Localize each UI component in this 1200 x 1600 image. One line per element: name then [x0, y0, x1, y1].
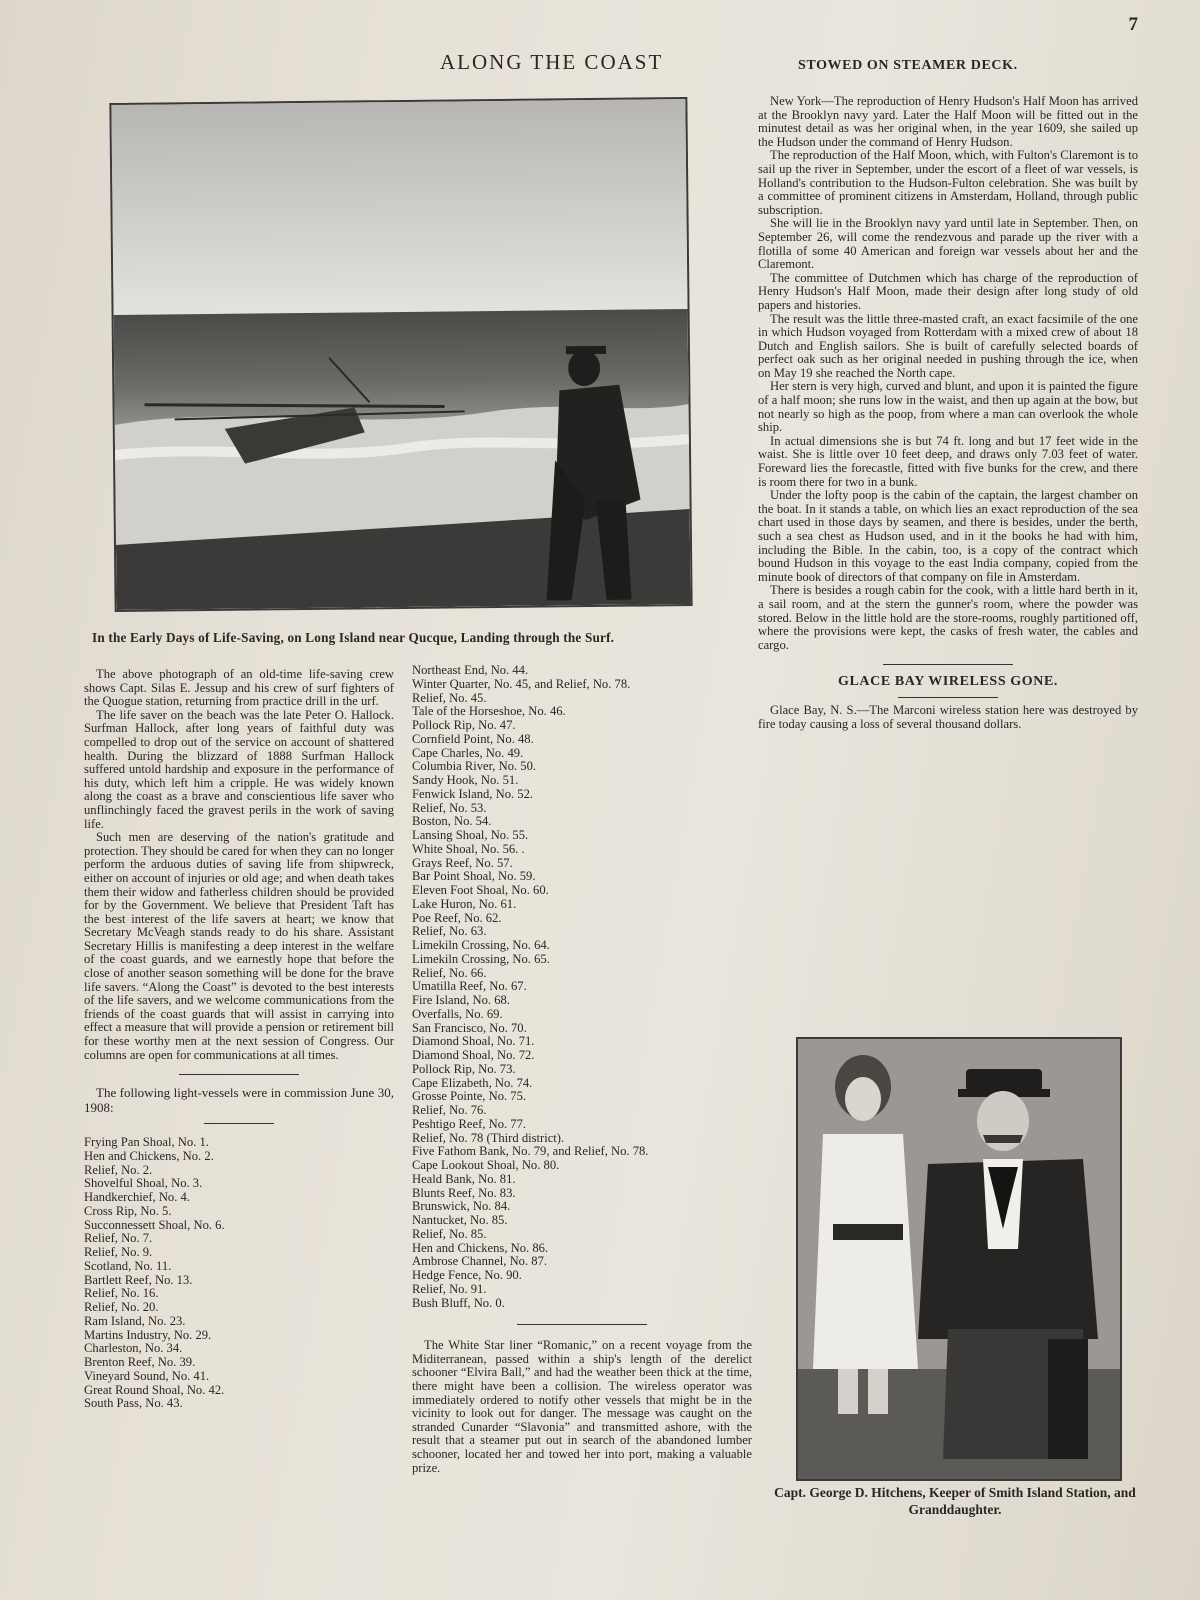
list-item: Brunswick, No. 84.: [412, 1199, 511, 1214]
article-paragraph: The above photograph of an old-time life-saving crew shows Capt. Silas E. Jessup and his crew of surf fighters of the Quogue station, returning from practice drill in the urf.: [84, 667, 394, 709]
list-item: Limekiln Crossing, No. 65.: [412, 951, 550, 966]
list-item: Relief, No. 76.: [412, 1103, 487, 1117]
list-item: Relief, No. 7.: [84, 1231, 153, 1246]
glace-bay-article: Glace Bay, N. S.—The Marconi wireless station here was destroyed by fire today causing a loss of several thousand dollars.: [758, 702, 1138, 731]
lightvessel-list-1: [84, 1136, 394, 1411]
list-item: Bartlett Reef, No. 13.: [84, 1272, 193, 1287]
list-item: Ram Island, No. 23.: [84, 1313, 186, 1328]
list-item: Succonnessett Shoal, No. 6.: [84, 1217, 225, 1232]
section-divider: [883, 664, 1013, 665]
list-item: Scotland, No. 11.: [84, 1258, 172, 1273]
headline-glace-bay: GLACE BAY WIRELESS GONE.: [837, 674, 1059, 690]
list-item: White Shoal, No. 56. .: [412, 841, 525, 856]
list-item: Brenton Reef, No. 39.: [84, 1355, 196, 1370]
list-item: Grosse Pointe, No. 75.: [412, 1089, 527, 1104]
article-paragraph: There is besides a rough cabin for the cook, with a little hard berth in it, a sail room, and at the stern the gunner's room, where the powder was stored. Below in the little hold are the store-rooms, roughly partitioned off, where the provisions were kept, the casks of fresh water, the cables and cargo.: [758, 583, 1138, 652]
article-paragraph: Her stern is very high, curved and blunt, and upon it is painted the figure of a half moon; she runs low in the waist, and then up again at the bow, but not nearly so high as the poop, from where a man can overlook the whole ship.: [758, 379, 1138, 435]
list-item: Peshtigo Reef, No. 77.: [412, 1116, 527, 1131]
list-item: Diamond Shoal, No. 72.: [412, 1048, 535, 1062]
list-item: Umatilla Reef, No. 67.: [412, 979, 527, 994]
article-paragraph: New York—The reproduction of Henry Hudson's Half Moon has arrived at the Brooklyn navy yard. Later the Half Moon will be fitted out in the minutest detail as was her original when, in the year 1609, she sailed up the Hudson under the command of Henry Hudson.: [758, 94, 1138, 149]
list-item: Charleston, No. 34.: [84, 1341, 183, 1356]
article-paragraph: In actual dimensions she is but 74 ft. long and but 17 feet wide in the waist. She is little over 10 feet deep, and draws only 7.03 feet of water. Foreward lies the forecastle, fitted with five bunks for the crew, and there is room there for two in a bunk.: [758, 433, 1138, 489]
section-divider: [517, 1324, 647, 1325]
romanic-article: The White Star liner “Romanic,” on a recent voyage from the Miditerranean, passed within a ship's length of the derelict schooner “Elvira Ball,” and had the weather been thick at the time, there might have been a collision. The wireless operator was immediately ordered to notify other vessels that might be in the vicinity to look out for danger. The message was caught on the stranded Cunarder “Slavonia” and transmitted ashore, with the result that a steamer put out in search of the abandoned lumber schooner, located her and towed her into port, making a valuable prize.: [412, 1338, 752, 1475]
page-number: 7: [1128, 14, 1138, 35]
section-divider: [898, 697, 998, 698]
list-item: Relief, No. 45.: [412, 690, 487, 705]
list-item: Relief, No. 66.: [412, 965, 487, 980]
list-item: Handkerchief, No. 4.: [84, 1190, 190, 1205]
list-item: Relief, No. 16.: [84, 1286, 159, 1301]
list-item: Relief, No. 78 (Third district).: [412, 1130, 565, 1145]
article-paragraph: The life saver on the beach was the late Peter O. Hallock. Surfman Hallock, after long years of faithful duty was compelled to drop out of the service on account of shattered health. During the blizzard of 1888 Surfman Hallock suffered untold hardship and exposure in the performance of his duty, which left him a cripple. He was widely known along the coast as a brave and conscientious life saver who unflinchingly faced the gravest perils in the work of saving life.: [84, 707, 394, 831]
list-item: Ambrose Channel, No. 87.: [412, 1254, 548, 1269]
list-item: Hedge Fence, No. 90.: [412, 1268, 522, 1282]
list-item: Northeast End, No. 44.: [412, 663, 529, 677]
article-paragraph: Under the lofty poop is the cabin of the captain, the largest chamber on the boat. In it stands a table, on which lies an exact reproduction of the sea chart used in those days by seamen, and there is besides, under the berth, such a sea chest as Hudson used, and in it the books he had with him, including the Bible. In the cabin, too, is a copy of the contract which bound Hudson in this voyage to the east India company, copied from the minute book of directors of that company on file in Amsterdam.: [758, 488, 1138, 584]
list-item: San Francisco, No. 70.: [412, 1020, 527, 1035]
list-item: Eleven Foot Shoal, No. 60.: [412, 883, 549, 897]
list-item: Grays Reef, No. 57.: [412, 855, 513, 870]
captain-photo-caption: Capt. George D. Hitchens, Keeper of Smith Island Station, and Granddaughter.: [774, 1485, 1136, 1517]
list-item: Relief, No. 53.: [412, 800, 487, 815]
list-item: Bush Bluff, No. 0.: [412, 1295, 505, 1310]
surf-photo-caption: In the Early Days of Life-Saving, on Long Island near Qucque, Landing through the Surf.: [92, 630, 615, 645]
list-item: Boston, No. 54.: [412, 814, 492, 829]
column-2: [412, 664, 752, 1475]
surf-landing-photo: [109, 97, 692, 612]
list-item: Lansing Shoal, No. 55.: [412, 828, 529, 842]
list-item: Relief, No. 91.: [412, 1281, 487, 1296]
list-item: Vineyard Sound, No. 41.: [84, 1368, 210, 1383]
list-item: Relief, No. 20.: [84, 1300, 159, 1315]
section-divider: [204, 1123, 274, 1124]
list-item: Heald Bank, No. 81.: [412, 1171, 516, 1186]
list-item: Tale of the Horseshoe, No. 46.: [412, 704, 566, 719]
article-paragraph: The reproduction of the Half Moon, which, with Fulton's Claremont is to sail up the river in September, under the escort of a fleet of war vessels, is Holland's contribution to the Hudson-Fulton celebration. She was built by a committee of prominent citizens in Amsterdam, Holland, through public subscription.: [758, 148, 1138, 217]
article-paragraph: Such men are deserving of the nation's gratitude and protection. They should be cared for when they can no longer perform the arduous duties of saving life from shipwreck, either on account of injuries or old age; and when death takes them their widow and fatherless children should be provided for by the Government. We believe that President Taft has the best interest of the life savers at heart; we know that Secretary McVeagh stands ready to do his share. Assistant Secretary Hillis is manifesting a deep interest in the welfare of the coast guards, and we earnestly hope that before the close of another season something will be done for the brave life savers. “Along the Coast” is devoted to the best interests of the life savers, and we welcome communications from the friends of the coast guards that will assist in carrying into effect a measure that will provide a pension or retirement bill for these worthy men at the next session of Congress. Our columns are open for communications at all times.: [84, 830, 394, 1062]
list-item: Relief, No. 2.: [84, 1162, 153, 1177]
list-item: Five Fathom Bank, No. 79, and Relief, No. 78.: [412, 1144, 649, 1159]
list-item: Diamond Shoal, No. 71.: [412, 1034, 535, 1049]
list-item: Relief, No. 9.: [84, 1245, 153, 1260]
article-paragraph: The committee of Dutchmen which has charge of the reproduction of Henry Hudson's Half Moon, made their design after long study of old papers and histories.: [758, 270, 1138, 312]
lightvessel-list-2: [412, 664, 752, 1310]
list-item: Pollock Rip, No. 73.: [412, 1061, 516, 1076]
list-item: Relief, No. 63.: [412, 924, 487, 939]
list-item: Winter Quarter, No. 45, and Relief, No. 78.: [412, 676, 631, 691]
list-item: Fire Island, No. 68.: [412, 993, 510, 1007]
list-item: Columbia River, No. 50.: [412, 759, 537, 774]
list-item: Lake Huron, No. 61.: [412, 896, 517, 911]
column-3: [758, 95, 1138, 731]
list-item: Nantucket, No. 85.: [412, 1213, 508, 1227]
list-item: Blunts Reef, No. 83.: [412, 1185, 516, 1200]
list-item: Fenwick Island, No. 52.: [412, 786, 534, 801]
section-divider: [179, 1074, 299, 1075]
list-item: Pollock Rip, No. 47.: [412, 718, 516, 732]
list-item: Frying Pan Shoal, No. 1.: [84, 1135, 209, 1150]
list-item: Overfalls, No. 69.: [412, 1006, 503, 1021]
column-1: [84, 668, 394, 1411]
list-item: Cape Charles, No. 49.: [412, 745, 524, 760]
list-item: Hen and Chickens, No. 86.: [412, 1240, 549, 1255]
list-item: Cape Lookout Shoal, No. 80.: [412, 1158, 560, 1172]
headline-stowed-on-steamer-deck: STOWED ON STEAMER DECK.: [798, 58, 1018, 73]
list-item: Cornfield Point, No. 48.: [412, 731, 534, 746]
list-item: Hen and Chickens, No. 2.: [84, 1148, 214, 1163]
article-paragraph: She will lie in the Brooklyn navy yard until late in September. Then, on September 26, will come the rendezvous and parade up the river with a flotilla of some 40 American and foreign war vessels about her and the Claremont.: [758, 216, 1138, 272]
list-item: Relief, No. 85.: [412, 1226, 487, 1241]
list-item: Poe Reef, No. 62.: [412, 910, 502, 925]
list-item: Martins Industry, No. 29.: [84, 1327, 212, 1342]
list-item: Limekiln Crossing, No. 64.: [412, 938, 550, 952]
captain-portrait-photo: [796, 1037, 1122, 1481]
masthead-title: ALONG THE COAST: [440, 50, 664, 74]
list-item: Cross Rip, No. 5.: [84, 1203, 172, 1218]
list-item: Sandy Hook, No. 51.: [412, 773, 519, 787]
list-item: Shovelful Shoal, No. 3.: [84, 1176, 203, 1191]
list-item: South Pass, No. 43.: [84, 1396, 183, 1411]
lightvessels-intro: The following light-vessels were in commission June 30, 1908:: [84, 1085, 394, 1116]
list-item: Bar Point Shoal, No. 59.: [412, 869, 536, 884]
list-item: Great Round Shoal, No. 42.: [84, 1382, 225, 1397]
list-item: Cape Elizabeth, No. 74.: [412, 1075, 533, 1090]
article-paragraph: The result was the little three-masted craft, an exact facsimile of the one in which Hudson voyaged from Rotterdam with a mixed crew of about 18 Dutch and English sailors. She is built of carefully selected boards of perfect oak such as her original needed in pushing through the ice, when on May 19 she reached the North cape.: [758, 311, 1138, 380]
